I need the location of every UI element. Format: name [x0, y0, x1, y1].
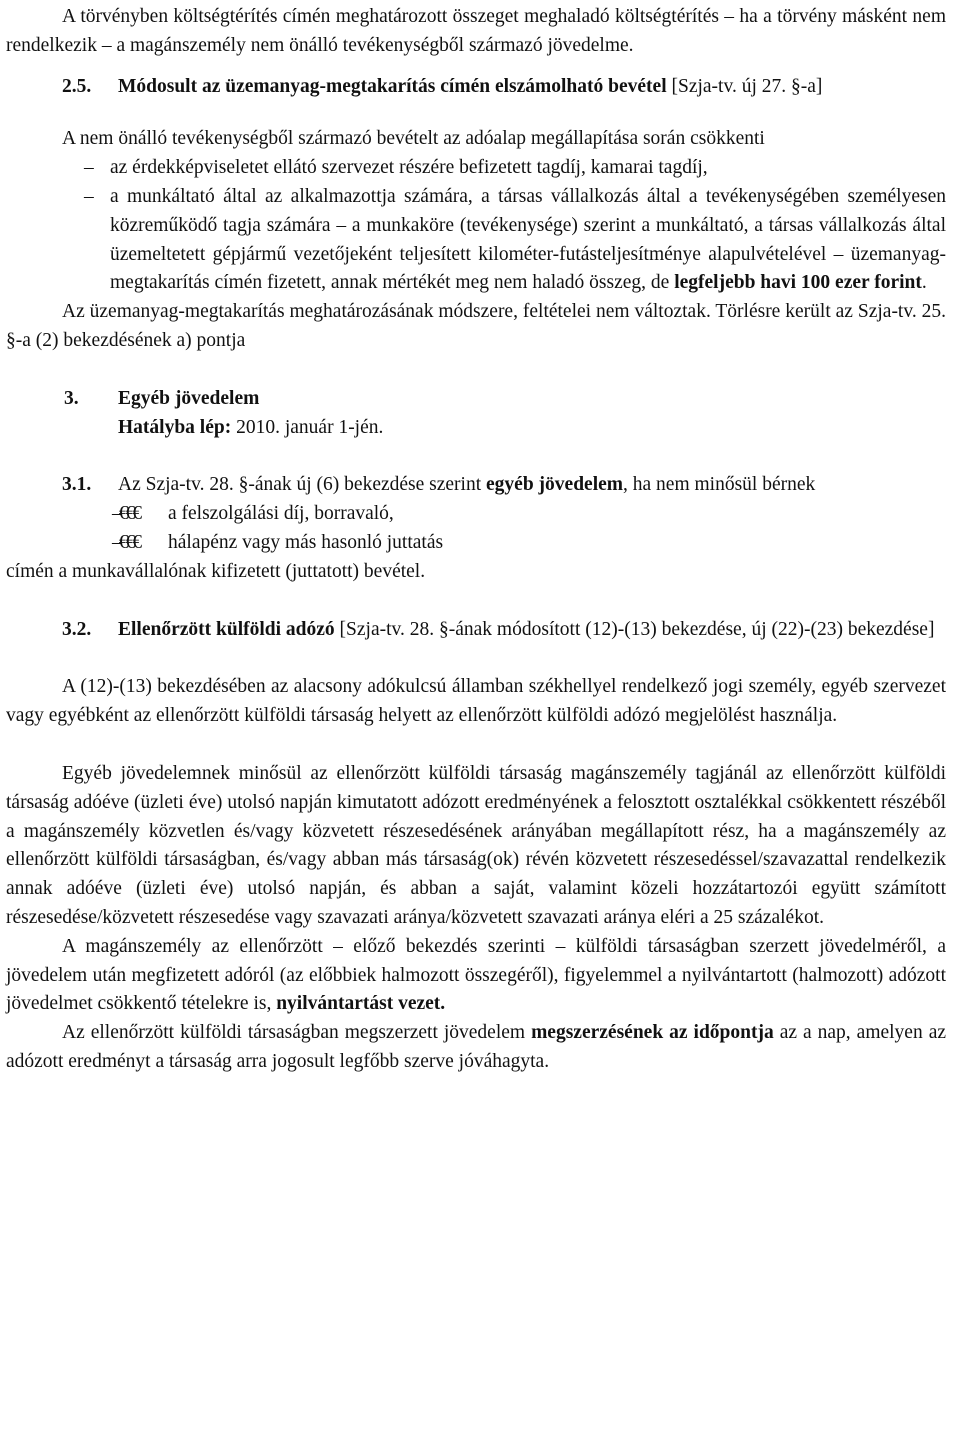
- dash-bullet: –€€€: [112, 503, 139, 525]
- section-3-2-paragraph-3: [6, 933, 946, 1019]
- list-item: [6, 500, 946, 529]
- paragraph-text: Az ellenőrzött külföldi társaságban megszerzett jövedelem: [62, 1022, 532, 1044]
- term-emphasis: egyéb jövedelem: [486, 474, 624, 496]
- timing-emphasis: megszerzésének az időpontja: [531, 1022, 774, 1044]
- list-item: [6, 154, 946, 183]
- record-emphasis: nyilvántartást vezet.: [276, 993, 446, 1015]
- limit-emphasis: legfeljebb havi 100 ezer forint: [674, 272, 922, 294]
- section-text-end: , ha nem minősül bérnek: [623, 474, 816, 496]
- section-number: 2.5.: [62, 75, 92, 97]
- list-item-text: az érdekképviseletet ellátó szervezet részére befizetett tagdíj, kamarai tagdíj,: [110, 157, 708, 179]
- dash-bullet: –: [84, 157, 94, 179]
- list-item-end: .: [921, 272, 927, 294]
- section-number: 3.2.: [62, 618, 92, 640]
- list-item: [6, 529, 946, 558]
- section-number: 3.1.: [62, 474, 92, 496]
- section-title: Módosult az üzemanyag-megtakarítás címén elszámolható bevétel: [118, 75, 667, 97]
- effective-date: 2010. január 1-jén.: [231, 416, 384, 438]
- section-text: Az Szja-tv. 28. §-ának új (6) bekezdése szerint: [118, 474, 487, 496]
- list-item-text: hálapénz vagy más hasonló juttatás: [168, 531, 444, 553]
- paragraph-text-end: az a nap, amelyen az adózott eredményt a társaság arra jogosult legfőbb szerve jóváhagyta.: [6, 1022, 947, 1072]
- section-3-heading: [6, 385, 946, 443]
- effective-label: Hatályba lép:: [118, 416, 232, 438]
- section-2-5-heading: [6, 73, 946, 102]
- section-title: Egyéb jövedelem: [118, 387, 260, 409]
- paragraph-text: A magánszemély az ellenőrzött – előző bekezdés szerinti – külföldi társaságban szerzett jövedelméről, a jövedelem után megfizetett adóról (az előbbiek halmozott összegéről), figyelemmel a nyilvántartott (halmozott) adózott jövedelmet csökkentő tételekre is,: [6, 935, 946, 1015]
- dash-bullet: –€€€: [112, 531, 139, 553]
- list-item-text: a munkáltató által az alkalmazottja számára, a társas vállalkozás által a tevékenységében személyesen közreműködő tagja számára – a munkaköre (tevékenysége) szerint a munkáltató, a társas vállalkozás által üzemeltetett gépjármű vezetőjeként teljesített kilométer-futásteljesítménye alapulvételével – üzemanyag-megtakarítás címén fizetett, annak mértékét meg nem haladó összeg, de: [110, 185, 946, 294]
- section-3-1-tail: címén a munkavállalónak kifizetett (juttatott) bevétel.: [6, 560, 426, 582]
- section-reference: [Szja-tv. 28. §-ának módosított (12)-(13) bekezdése, új (22)-(23) bekezdése]: [334, 618, 935, 640]
- section-2-5-lead: A nem önálló tevékenységből származó bevételt az adóalap megállapítása során csökkenti: [62, 128, 765, 150]
- section-title: Ellenőrzött külföldi adózó: [118, 618, 335, 640]
- section-3-2-heading: [6, 616, 946, 645]
- list-item: [6, 183, 946, 298]
- intro-paragraph: A törvényben költségtérítés címén meghatározott összeget meghaladó költségtérítés – ha a törvény másként nem rendelkezik – a magánszemély nem önálló tevékenységből származó jövedelme.: [6, 6, 946, 56]
- list-item-text: a felszolgálási díj, borravaló,: [168, 503, 394, 525]
- section-number: 3.: [64, 387, 79, 409]
- section-3-2-paragraph-2: Egyéb jövedelemnek minősül az ellenőrzött külföldi társaság magánszemély tagjánál az ellenőrzött külföldi társaság adóéve (üzleti éve) utolsó napján kimutatott adózott eredményének a felosztott osztalékkal csökkentett részéből a magánszemély közvetlen és/vagy közvetett részesedésének arányában megállapított rész, ha a magánszemély az ellenőrzött külföldi társaságban, és/vagy abban más társaság(ok) révén közvetett részesedéssel/szavazattal rendelkezik annak adóéve (üzleti éve) utolsó napján, és abban a saját, valamint közeli hozzátartozói együtt számított részesedése/közvetett részesedése vagy szavazati aránya/közvetett szavazati aránya eléri a 25 százalékot.: [6, 762, 946, 928]
- dash-bullet: –: [84, 185, 94, 207]
- section-3-2-paragraph-4: [6, 1019, 946, 1077]
- section-3-2-paragraph-1: A (12)-(13) bekezdésében az alacsony adókulcsú államban székhellyel rendelkező jogi személy, egyéb szervezet vagy egyébként az ellenőrzött külföldi társaság helyett az ellenőrzött külföldi adózó megjelölést használja.: [6, 676, 946, 727]
- section-2-5-note: Az üzemanyag-megtakarítás meghatározásának módszere, feltételei nem változtak. Törlésre került az Szja-tv. 25. §-a (2) bekezdésének a) pontja: [6, 301, 946, 351]
- section-reference: [Szja-tv. új 27. §-a]: [666, 75, 823, 97]
- section-3-1-heading: [6, 471, 946, 500]
